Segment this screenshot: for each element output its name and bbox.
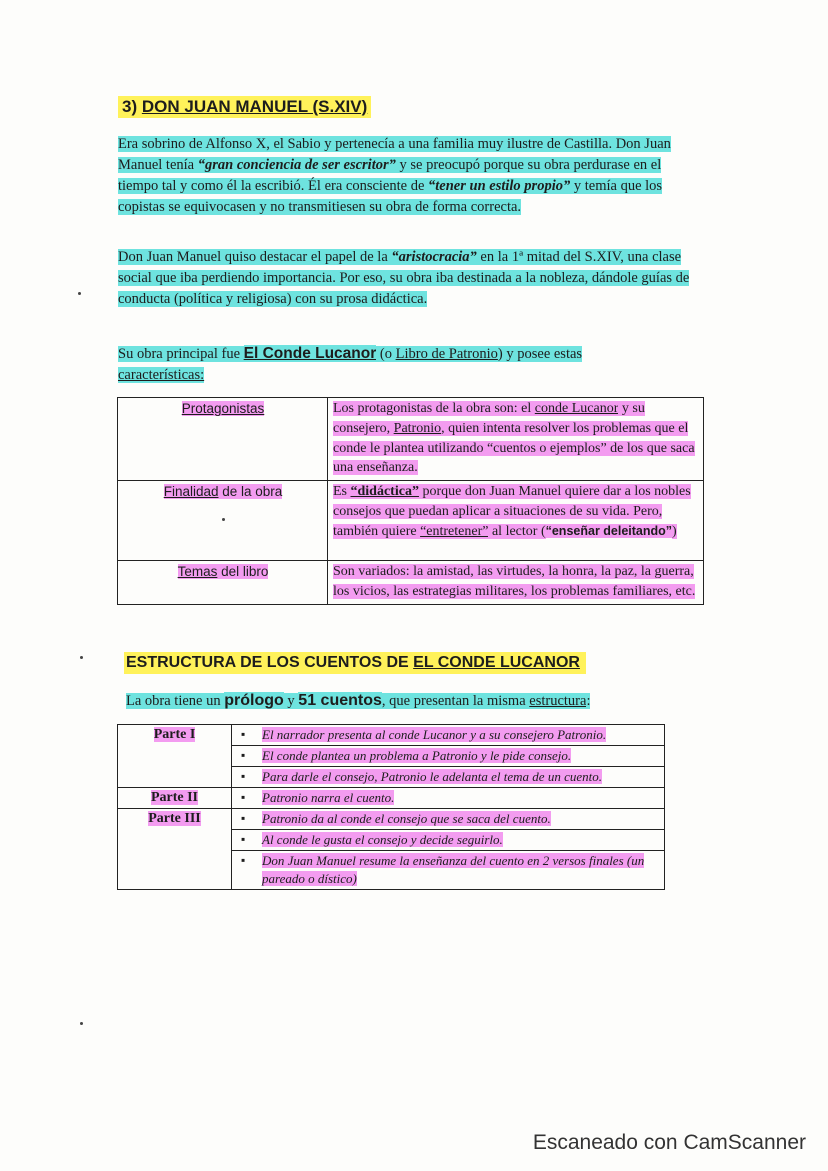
row-content (328, 481, 704, 561)
paragraph-2-text-b: en la 1ª mitad del S.XIV, una clase social que iba perdiendo importancia. Por eso, su obra iba destinada a la nobleza, dándole guías de conducta (política y religiosa) con su prosa didáctica. (118, 249, 690, 307)
intro-text: La obra tiene un (126, 693, 225, 709)
part-2-label: Parte II (150, 790, 199, 805)
cell-text: y su consejero, (333, 401, 645, 436)
paragraph-3-text-c: ) y posee estas (497, 346, 583, 362)
section-title (118, 96, 371, 118)
structure-intro (126, 692, 590, 710)
step-text: Para darle el consejo, Patronio le adelanta el tema de un cuento. (262, 769, 602, 784)
section-title-text: DON JUAN MANUEL (S.XIV) (141, 97, 368, 116)
cell-text: Es (333, 484, 351, 500)
paragraph-2-text-a: Don Juan Manuel quiso destacar el papel de la (118, 249, 392, 265)
label-finalidad-rest: de la obra (218, 484, 283, 500)
step-text: Don Juan Manuel resume la enseñanza del cuento en 2 versos finales (un pareado o dístico) (262, 853, 645, 886)
paragraph-1-text-a: Era sobrino de Alfonso X, el Sabio y pertenecía a una familia muy ilustre de Castilla. Don Juan Manuel tenía (118, 136, 671, 173)
scan-speck (80, 656, 83, 659)
paragraph-3-text-d: características: (118, 367, 205, 383)
label-temas: Temas (177, 564, 218, 580)
paragraph-2-emphasis: “aristocracia” (391, 249, 477, 265)
cell-text: porque don Juan Manuel quiere dar a los nobles consejos que puedan aplicar a situaciones de su vida. Pero, también quiere (333, 484, 691, 539)
table-row (118, 561, 704, 605)
row-content (328, 398, 704, 481)
cell-text: “enseñar deleitando” (545, 523, 673, 538)
paragraph-1-emphasis-a: “gran conciencia de ser escritor” (197, 157, 396, 173)
part-label (118, 788, 232, 809)
intro-text: y (283, 693, 299, 709)
paragraph-1-text-c: y temía que los copistas se equivocasen y no transmitiesen su obra de forma correcta. (118, 178, 663, 215)
step-text: Patronio da al conde el consejo que se saca del cuento. (262, 811, 551, 826)
characteristics-table (117, 397, 704, 605)
intro-estructura: estructura (529, 693, 587, 709)
cell-text: Los protagonistas de la obra son: el (333, 401, 535, 416)
row-content (328, 561, 704, 605)
intro-text: : (586, 693, 591, 709)
scan-speck (78, 292, 81, 295)
paragraph-1-emphasis-b: “tener un estilo propio” (428, 178, 571, 194)
label-finalidad: Finalidad (163, 484, 219, 500)
list-item (232, 788, 665, 809)
structure-title-text: ESTRUCTURA DE LOS CUENTOS DE (126, 654, 414, 671)
cell-text: Patronio (393, 420, 442, 436)
cell-text: ) (672, 523, 677, 539)
cell-text: , quien intenta resolver los problemas que el conde le plantea utilizando “cuentos o ejemplos” de los que saca una enseñanza. (333, 420, 695, 476)
paragraph-1 (118, 134, 704, 218)
intro-prologo: prólogo (224, 692, 284, 709)
list-item (232, 767, 665, 788)
part-label (118, 725, 232, 788)
paragraph-3-text-a: Su obra principal fue (118, 346, 244, 362)
step-text: Patronio narra el cuento. (262, 790, 395, 805)
scan-speck (80, 1022, 83, 1025)
structure-table (117, 724, 665, 890)
paragraph-3-text-b: (o (376, 346, 396, 362)
step-text: El conde plantea un problema a Patronio y le pide consejo. (262, 748, 572, 763)
step-text: Al conde le gusta el consejo y decide seguirlo. (262, 832, 503, 847)
list-item (232, 830, 665, 851)
list-item (232, 725, 665, 746)
table-row (118, 725, 665, 746)
list-item (232, 746, 665, 767)
part-1-label: Parte I (153, 727, 196, 742)
intro-cuentos: 51 cuentos (298, 692, 382, 709)
paragraph-3 (118, 343, 704, 386)
structure-title (124, 652, 586, 674)
structure-title-work: EL CONDE LUCANOR (413, 654, 580, 671)
table-row (118, 788, 665, 809)
table-row (118, 481, 704, 561)
step-text: El narrador presenta al conde Lucanor y a su consejero Patronio. (262, 727, 607, 742)
row-label (118, 561, 328, 605)
list-item (232, 809, 665, 830)
cell-text: al lector ( (488, 523, 546, 539)
cell-text: “didáctica” (350, 484, 419, 500)
label-temas-rest: del libro (217, 564, 269, 580)
table-row (118, 398, 704, 481)
scan-speck (222, 518, 225, 521)
part-3-label: Parte III (148, 811, 201, 826)
table-row (118, 809, 665, 830)
row-label (118, 398, 328, 481)
cell-text: conde Lucanor (534, 401, 619, 416)
work-alt-title: Libro de Patronio (395, 346, 498, 362)
section-number: 3) (122, 97, 138, 116)
label-protagonistas: Protagonistas (181, 401, 265, 416)
work-title: El Conde Lucanor (243, 345, 377, 362)
cell-text: Son variados: la amistad, las virtudes, la honra, la paz, la guerra, los vicios, las estrategias militares, los problemas familiares, etc. (333, 564, 696, 599)
paragraph-2 (118, 247, 704, 310)
list-item (232, 851, 665, 890)
cell-text: “entretener” (420, 523, 489, 539)
intro-text: , que presentan la misma (381, 693, 530, 709)
scanner-watermark: Escaneado con CamScanner (532, 1131, 806, 1154)
part-label (118, 809, 232, 890)
paragraph-1-text-b: y se preocupó porque su obra perdurase en el tiempo tal y como él la escribió. Él era consciente de (118, 157, 662, 194)
